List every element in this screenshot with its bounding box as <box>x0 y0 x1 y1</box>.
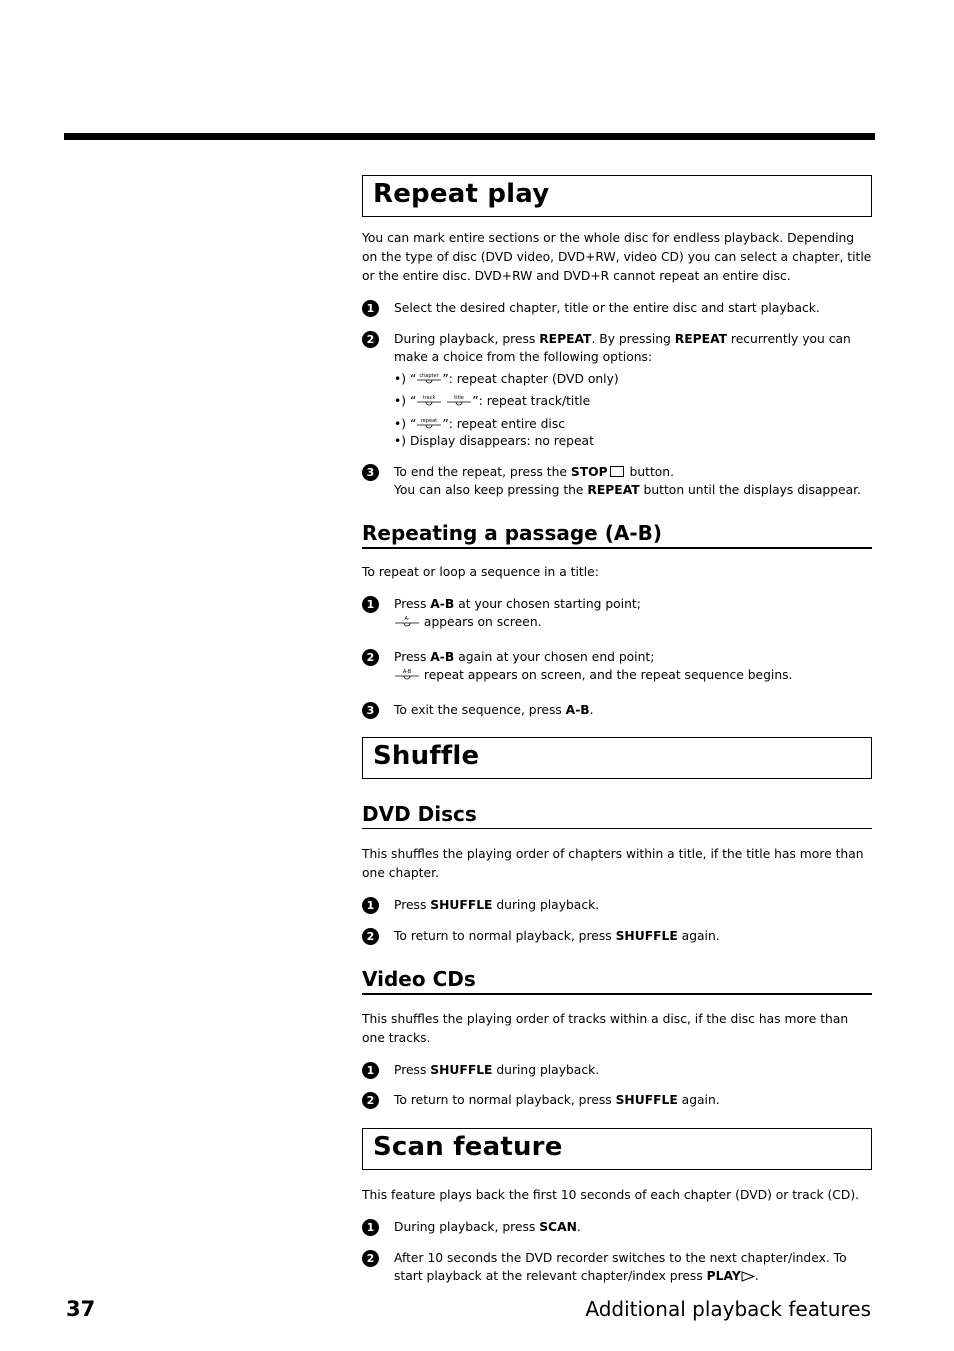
svg-text:title: title <box>454 395 465 401</box>
repeat-disc-icon <box>416 417 442 431</box>
shuffle-heading-box <box>362 737 872 779</box>
video-cds-intro: This shuffles the playing order of tracks within a disc, if the disc has more than one tracks. <box>362 1012 849 1045</box>
svg-text:A-B: A-B <box>402 668 412 675</box>
vcd-shuffle-step-2-text: To return to normal playback, press SHUFFLE again. <box>394 1093 720 1107</box>
ab-step-1-text: Press A-B at your chosen starting point; A- appears on screen. <box>394 597 641 629</box>
step-number-3: 3 <box>362 702 379 719</box>
step-number-2: 2 <box>362 649 379 666</box>
vcd-shuffle-step-1-text: Press SHUFFLE during playback. <box>394 1063 600 1077</box>
shuffle-title: Shuffle <box>373 741 480 771</box>
repeat-play-heading-box <box>362 175 872 217</box>
repeat-step-3-text: To end the repeat, press the STOP button. You can also keep pressing the REPEAT button until the displays disappear. <box>394 465 861 497</box>
ab-step-2-text: Press A-B again at your chosen end point; A-B repeat appears on screen, and the repeat sequence begins. <box>394 650 793 682</box>
repeat-option-chapter: •) “ chapter ”: repeat chapter (DVD only) <box>394 372 619 386</box>
scan-intro: This feature plays back the first 10 seconds of each chapter (DVD) or track (CD). <box>362 1188 860 1202</box>
step-number-1: 1 <box>362 596 379 613</box>
svg-text:chapter: chapter <box>419 373 439 379</box>
step-number-2: 2 <box>362 331 379 348</box>
step-number-1: 1 <box>362 897 379 914</box>
step-number-1: 1 <box>362 1062 379 1079</box>
ab-intro: To repeat or loop a sequence in a title: <box>362 565 599 579</box>
repeat-track-icon <box>416 394 442 408</box>
dvd-shuffle-step-1-text: Press SHUFFLE during playback. <box>394 898 600 912</box>
repeat-play-title: Repeat play <box>373 179 550 209</box>
svg-text:A-: A- <box>404 615 410 622</box>
step-number-2: 2 <box>362 1092 379 1109</box>
repeat-option-none: •) Display disappears: no repeat <box>394 434 594 448</box>
scan-step-2-text: After 10 seconds the DVD recorder switches to the next chapter/index. To start playback at the relevant chapter/index press PLAY . <box>394 1250 872 1287</box>
repeat-step-1-text: Select the desired chapter, title or the entire disc and start playback. <box>394 301 820 315</box>
scan-step-1-text: During playback, press SCAN. <box>394 1220 581 1234</box>
scan-heading-box <box>362 1128 872 1170</box>
page-number: 37 <box>66 1297 96 1321</box>
repeat-chapter-icon <box>416 372 442 386</box>
svg-text:track: track <box>422 395 436 401</box>
stop-icon <box>610 466 624 477</box>
step-number-3: 3 <box>362 464 379 481</box>
repeat-a-icon <box>394 615 420 629</box>
scan-title: Scan feature <box>373 1132 563 1162</box>
play-icon <box>741 1270 755 1288</box>
repeat-play-intro: You can mark entire sections or the whole disc for endless playback. Depending on the type of disc (DVD video, DVD+RW, video CD) you can select a chapter, title or the entire disc. DVD+RW and DVD+R cannot repeat an entire disc. <box>362 231 872 283</box>
repeat-title-icon <box>446 394 472 408</box>
top-rule <box>64 133 875 140</box>
dvd-shuffle-step-2-text: To return to normal playback, press SHUFFLE again. <box>394 929 720 943</box>
dvd-discs-heading: DVD Discs <box>362 802 872 829</box>
svg-text:repeat: repeat <box>421 418 438 424</box>
dvd-discs-intro: This shuffles the playing order of chapters within a title, if the title has more than one chapter. <box>362 847 864 880</box>
step-number-2: 2 <box>362 1250 379 1267</box>
ab-heading: Repeating a passage (A-B) <box>362 521 872 549</box>
repeat-option-disc: •) “ repeat ”: repeat entire disc <box>394 417 566 431</box>
step-number-1: 1 <box>362 300 379 317</box>
repeat-step-2-text: During playback, press REPEAT. By pressing REPEAT recurrently you can make a choice from the following options: <box>394 332 851 364</box>
step-number-2: 2 <box>362 928 379 945</box>
ab-step-3-text: To exit the sequence, press A-B. <box>394 703 594 717</box>
repeat-option-track-title: •) “ track title ”: repeat track/title <box>394 394 591 408</box>
repeat-ab-icon <box>394 668 420 682</box>
step-number-1: 1 <box>362 1219 379 1236</box>
video-cds-heading: Video CDs <box>362 967 872 995</box>
footer-section-title: Additional playback features <box>585 1297 871 1321</box>
